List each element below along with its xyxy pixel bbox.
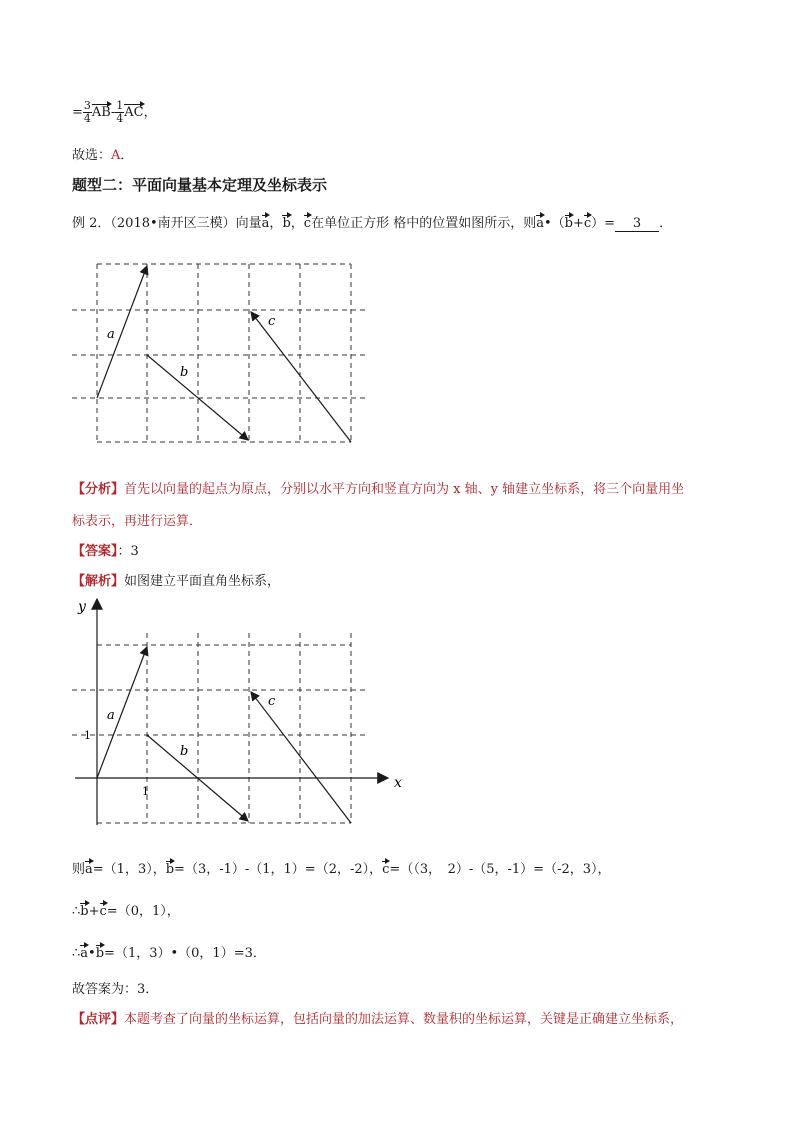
calc-line-2 (72, 900, 180, 919)
choice-value: A (111, 148, 121, 163)
vector-c: c (99, 904, 107, 919)
calc-pre: 则 (72, 862, 86, 877)
minus-sign: - (110, 105, 116, 120)
formula-top (72, 100, 157, 125)
vector-c-arrow (251, 312, 351, 442)
vector-b-value: =（3，-1）-（1，1）=（2，-2）， (174, 862, 383, 877)
vector-b: b (80, 904, 89, 919)
sep: ， (269, 216, 283, 231)
dot-operator: •（ (543, 216, 565, 231)
close-paren: ）= (591, 216, 616, 231)
vector-c: c (583, 216, 592, 231)
vector-c: c (303, 216, 312, 231)
analysis-line-2: 标表示，再进行运算． (72, 514, 203, 529)
vector-a: a (261, 216, 270, 231)
analysis-tag: 【分析】 (72, 482, 125, 497)
answer-text: ：3 (117, 544, 139, 559)
analysis-line-1 (72, 478, 684, 497)
sep: ， (290, 216, 304, 231)
label-a: a (107, 708, 115, 723)
axis-x-label: x (394, 775, 402, 791)
conclusion: 故答案为：3． (72, 982, 159, 997)
calc-line-3 (72, 942, 266, 961)
axis-y-label: y (78, 599, 86, 615)
choice-prefix: 故选： (72, 148, 112, 163)
section-heading: 题型二：平面向量基本定理及坐标表示 (72, 176, 328, 194)
therefore-sign: ∴ (72, 904, 81, 919)
comma: ， (143, 105, 157, 120)
dot-product-value: =（1，3）•（0，1）=3． (104, 946, 266, 961)
plus-sign: + (88, 904, 100, 919)
therefore-sign: ∴ (72, 946, 81, 961)
tick-x-1: 1 (142, 785, 149, 798)
analysis-text: 首先以向量的起点为原点，分别以水平方向和竖直方向为 x 轴、y 轴建立坐标系，将三个向量用坐 (124, 482, 685, 497)
figure-vector-grid (70, 258, 370, 448)
vector-a: a (536, 216, 544, 231)
frac-den: 4 (116, 112, 124, 125)
answer-tag: 【答案】 (72, 544, 118, 559)
vector-b: b (95, 946, 105, 961)
vector-ab: AB (91, 105, 111, 120)
comment-text: 本题考查了向量的坐标运算，包括向量的加法运算、数量积的坐标运算，关键是正确建立坐标系， (124, 1012, 684, 1027)
equals-sign: = (72, 105, 83, 120)
sum-value: =（0，1）， (106, 904, 180, 919)
frac-num: 1 (116, 99, 124, 112)
solution-text: 如图建立平面直角坐标系， (124, 574, 281, 589)
calc-line-1 (72, 858, 611, 877)
dot-operator: • (88, 946, 96, 961)
tick-y-1: 1 (84, 729, 91, 742)
vector-c: c (382, 862, 390, 877)
comment-tag: 【点评】 (72, 1012, 125, 1027)
period: ． (659, 216, 673, 231)
vector-a-arrow (97, 647, 147, 778)
answer-blank: 3 (615, 216, 659, 232)
vector-a-arrow (97, 266, 147, 398)
label-b: b (180, 744, 189, 759)
choice-suffix: ． (120, 148, 134, 163)
label-a: a (107, 327, 115, 342)
example-mid: 在单位正方形 格中的位置如图所示，则 (311, 216, 537, 231)
vector-b: b (282, 216, 291, 231)
vector-b: b (165, 862, 175, 877)
fraction-three-quarters (83, 100, 92, 125)
answer-choice (72, 144, 133, 163)
fraction-one-quarter (115, 100, 124, 125)
plus-sign: + (572, 216, 584, 231)
vector-c-arrow (251, 692, 351, 823)
comment-line (72, 1008, 683, 1027)
example-question (72, 212, 672, 232)
vector-c-value: =（（3， 2）-（5，-1）=（-2，3）， (389, 862, 611, 877)
vector-a: a (85, 862, 93, 877)
example-prefix: 例 2．（2018•南开区三模）向量 (72, 216, 262, 231)
vector-a: a (80, 946, 89, 961)
vector-b: b (564, 216, 573, 231)
label-c: c (268, 314, 276, 329)
label-b: b (180, 365, 189, 380)
frac-den: 4 (83, 112, 91, 125)
figure-coordinate-grid (70, 595, 410, 830)
answer-line (72, 540, 139, 559)
vector-ac: AC (124, 105, 144, 120)
vector-a-value: =（1，3）， (92, 862, 166, 877)
label-c: c (268, 694, 276, 709)
solution-tag: 【解析】 (72, 574, 125, 589)
frac-num: 3 (83, 99, 91, 112)
solution-line (72, 570, 280, 589)
